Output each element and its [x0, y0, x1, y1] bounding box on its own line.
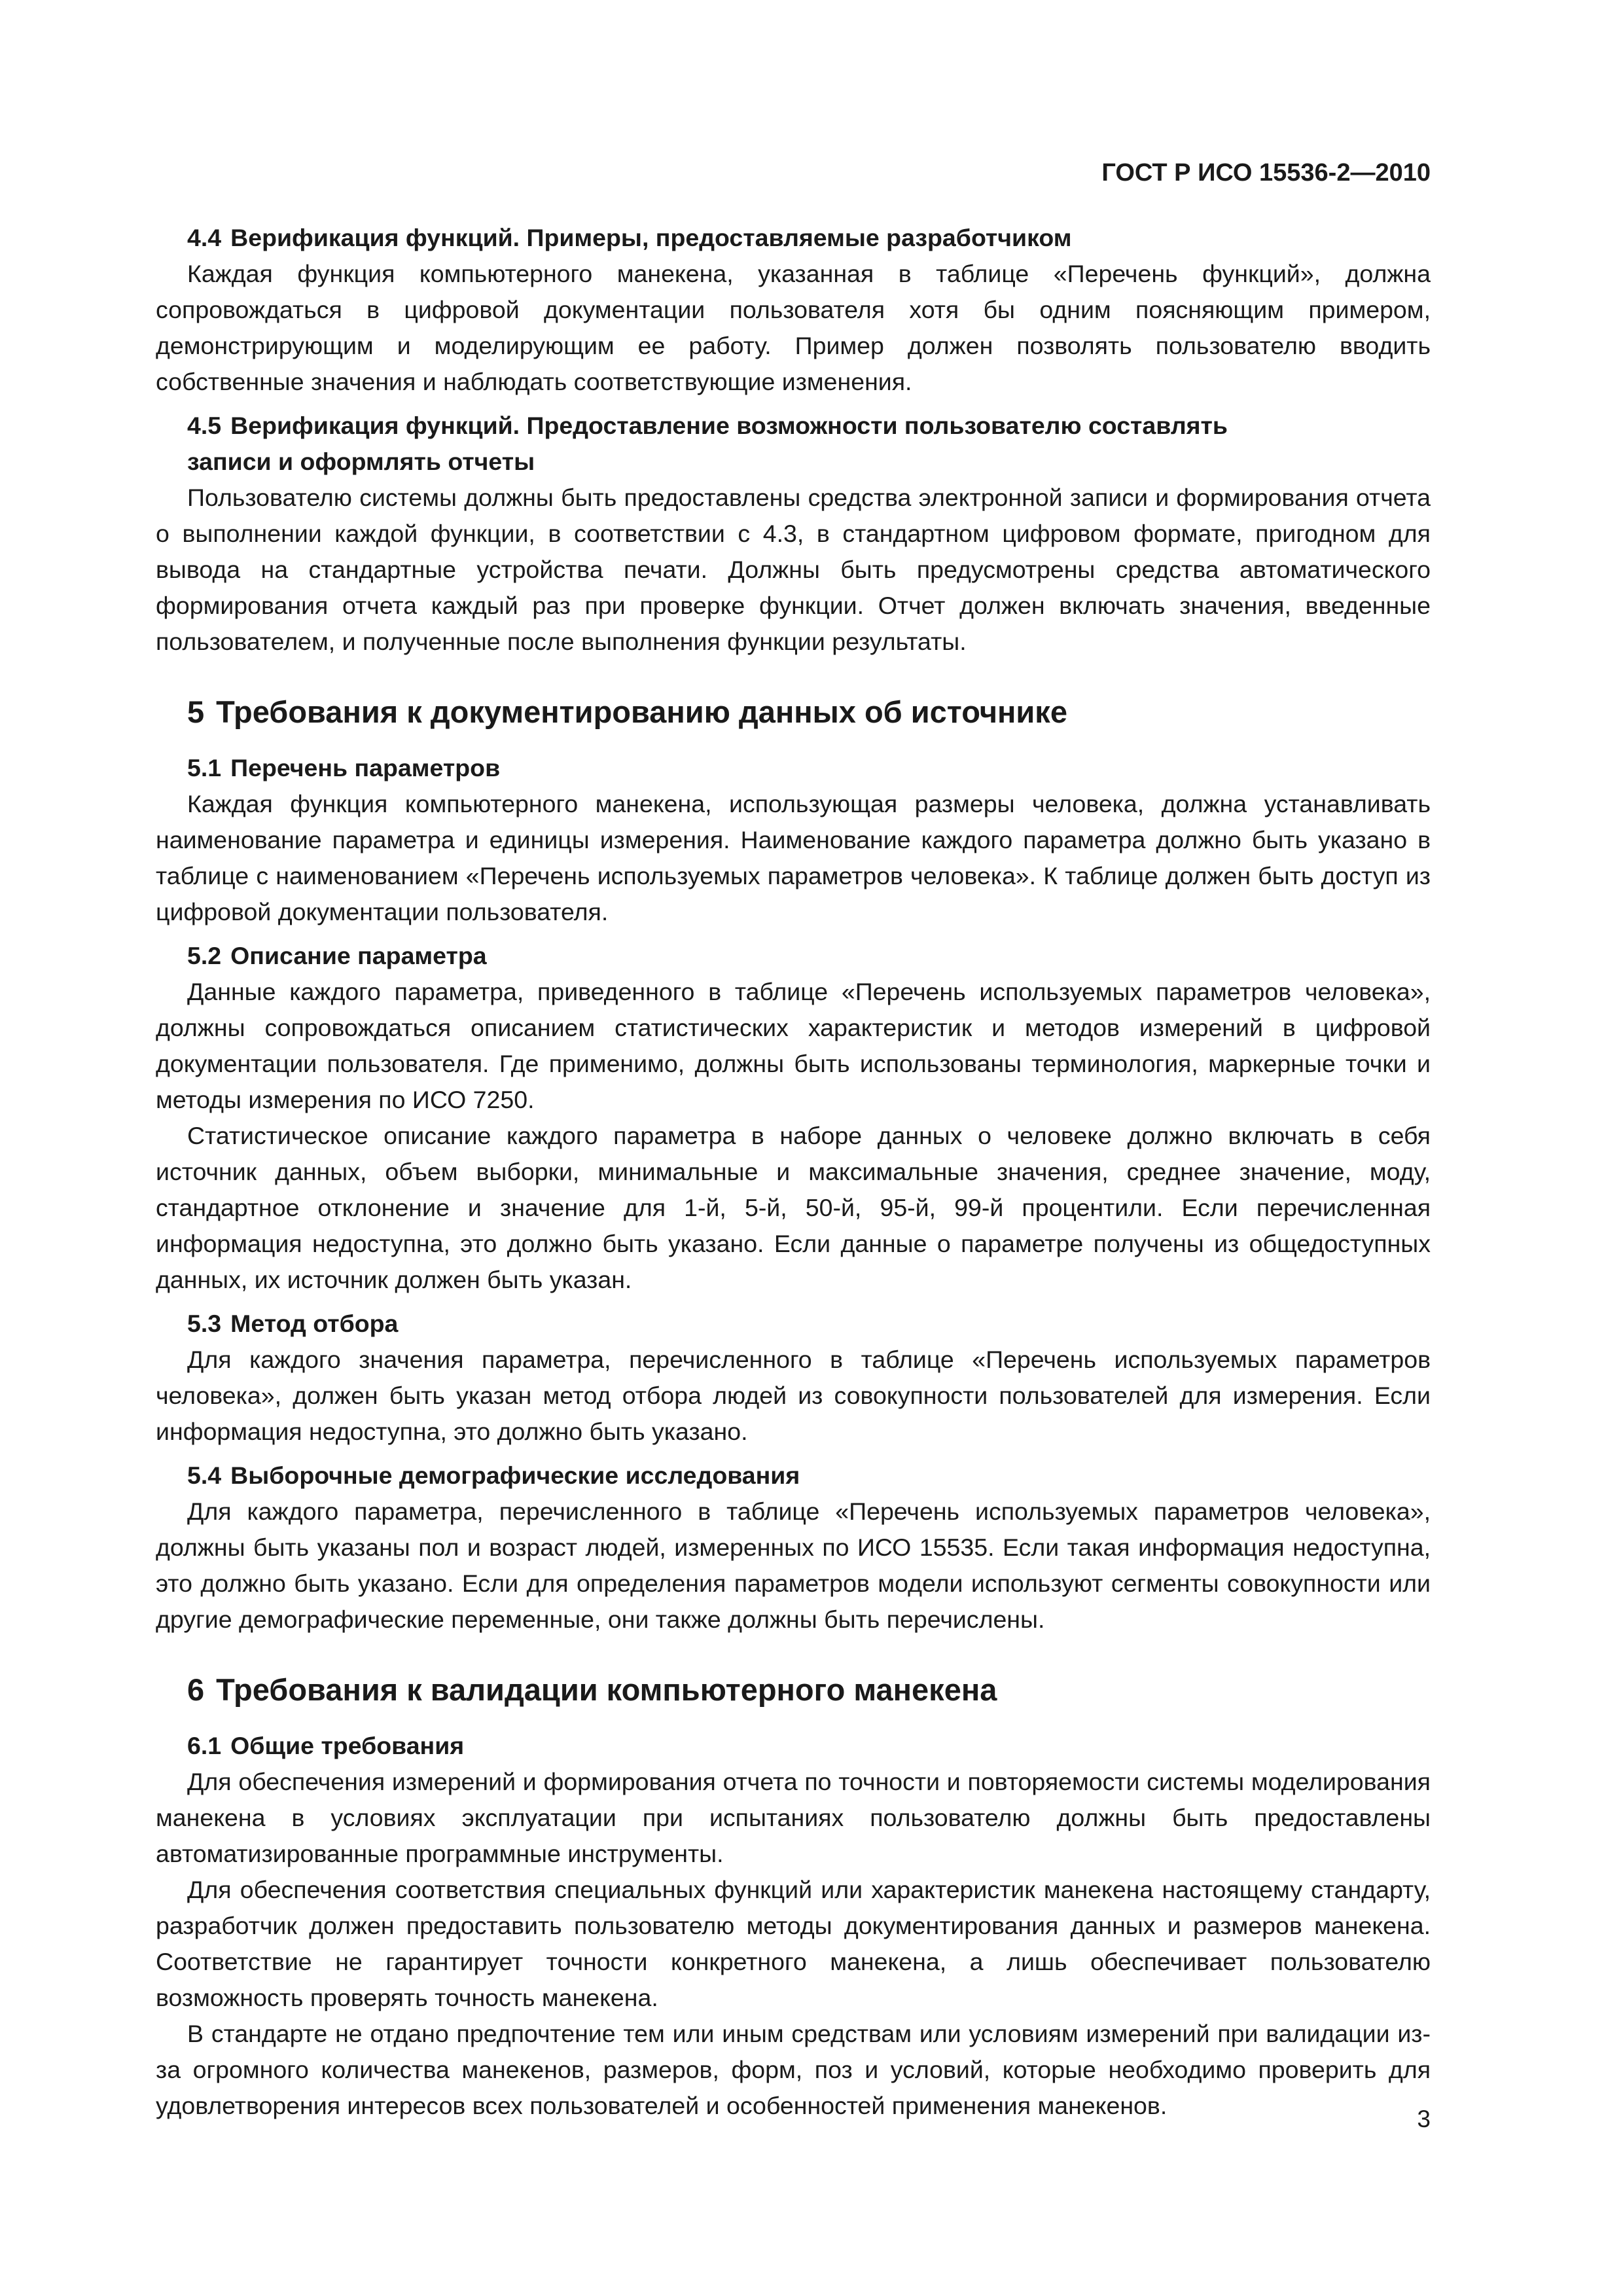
- subsection-number: 5.4: [187, 1462, 222, 1489]
- subsection-heading-6-1: [156, 1728, 1431, 1764]
- paragraph-4-4-1: Каждая функция компьютерного манекена, указанная в таблице «Перечень функций», должна сопровождаться в цифровой документации пользователя хотя бы одним поясняющим примером, демонстрирующим и моделирующим ее работу. Пример должен позволять пользователю вводить собственные значения и наблюдать соответствующие изменения.: [156, 260, 1431, 395]
- paragraph-6-1-2: Для обеспечения соответствия специальных функций или характеристик манекена настоящему стандарту, разработчик должен предоставить пользователю методы документирования данных и размеров манекена. Соответствие не гарантирует точности конкретного манекена, а лишь обеспечивает пользователю возможность проверять точность манекена.: [156, 1876, 1431, 2011]
- paragraph-6-1-3: В стандарте не отдано предпочтение тем или иным средствам или условиям измерений при валидации из-за огромного количества манекенов, размеров, форм, поз и условий, которые необходимо проверить для удовлетворения интересов всех пользователей и особенностей применения манекенов.: [156, 2020, 1431, 2119]
- section-heading-5: [156, 692, 1431, 732]
- subsection-number: 5.1: [187, 754, 222, 781]
- subsection-heading-5-3: [156, 1306, 1431, 1342]
- subsection-number: 4.4: [187, 224, 222, 251]
- subsection-heading-5-4: [156, 1458, 1431, 1494]
- subsection-heading-5-2: [156, 938, 1431, 974]
- standard-id: ГОСТ Р ИСО 15536-2—2010: [1101, 159, 1431, 187]
- subsection-title: Описание параметра: [230, 942, 487, 969]
- paragraph-5-1-1: Каждая функция компьютерного манекена, использующая размеры человека, должна устанавливать наименование параметра и единицы измерения. Наименование каждого параметра должно быть указано в таблице с наименованием «Перечень используемых параметров человека». К таблице должен быть доступ из цифровой документации пользователя.: [156, 790, 1431, 925]
- section-title: Требования к документированию данных об источнике: [216, 694, 1067, 729]
- subsection-title-line1: Верификация функций. Предоставление возможности пользователю составлять: [230, 412, 1228, 439]
- subsection-title: Верификация функций. Примеры, предоставляемые разработчиком: [230, 224, 1072, 251]
- paragraph-5-4-1: Для каждого параметра, перечисленного в таблице «Перечень используемых параметров человека», должны быть указаны пол и возраст людей, измеренных по ИСО 15535. Если такая информация недоступна, это должно быть указано. Если для определения параметров модели используют сегменты совокупности или другие демографические переменные, они также должны быть перечислены.: [156, 1498, 1431, 1633]
- section-number: 6: [187, 1672, 205, 1707]
- paragraph-5-2-1: Данные каждого параметра, приведенного в таблице «Перечень используемых параметров человека», должны сопровождаться описанием статистических характеристик и методов измерений в цифровой документации пользователя. Где применимо, должны быть использованы терминология, маркерные точки и методы измерения по ИСО 7250.: [156, 978, 1431, 1113]
- section-number: 5: [187, 694, 205, 729]
- paragraph-6-1-1: Для обеспечения измерений и формирования отчета по точности и повторяемости системы моделирования манекена в условиях эксплуатации при испытаниях пользователю должны быть предоставлены автоматизированные программные инструменты.: [156, 1768, 1431, 1867]
- section-title: Требования к валидации компьютерного манекена: [216, 1672, 997, 1707]
- subsection-heading-5-1: [156, 750, 1431, 786]
- subsection-heading-4-5: [156, 408, 1431, 480]
- subsection-title-line2: записи и оформлять отчеты: [187, 448, 535, 475]
- subsection-heading-4-4: [156, 220, 1431, 256]
- document-page: [156, 157, 1431, 2124]
- subsection-number: 6.1: [187, 1732, 222, 1759]
- subsection-title: Общие требования: [230, 1732, 465, 1759]
- subsection-number: 5.2: [187, 942, 222, 969]
- subsection-title: Выборочные демографические исследования: [230, 1462, 800, 1489]
- subsection-title: Перечень параметров: [230, 754, 501, 781]
- paragraph-5-2-2: Статистическое описание каждого параметра в наборе данных о человеке должно включать в себя источник данных, объем выборки, минимальные и максимальные значения, среднее значение, моду, стандартное отклонение и значение для 1-й, 5-й, 50-й, 95-й, 99-й процентили. Если перечисленная информация недоступна, это должно быть указано. Если данные о параметре получены из общедоступных данных, их источник должен быть указан.: [156, 1122, 1431, 1293]
- paragraph-5-3-1: Для каждого значения параметра, перечисленного в таблице «Перечень используемых параметров человека», должен быть указан метод отбора людей из совокупности пользователей для измерения. Если информация недоступна, это должно быть указано.: [156, 1346, 1431, 1445]
- subsection-number: 4.5: [187, 412, 222, 439]
- subsection-title: Метод отбора: [230, 1310, 399, 1337]
- page-number: 3: [1417, 2106, 1431, 2132]
- document-header: [156, 157, 1431, 188]
- paragraph-4-5-1: Пользователю системы должны быть предоставлены средства электронной записи и формирования отчета о выполнении каждой функции, в соответствии с 4.3, в стандартном цифровом формате, пригодном для вывода на стандартные устройства печати. Должны быть предусмотрены средства автоматического формирования отчета каждый раз при проверке функции. Отчет должен включать значения, введенные пользователем, и полученные после выполнения функции результаты.: [156, 484, 1431, 655]
- section-heading-6: [156, 1670, 1431, 1710]
- subsection-number: 5.3: [187, 1310, 222, 1337]
